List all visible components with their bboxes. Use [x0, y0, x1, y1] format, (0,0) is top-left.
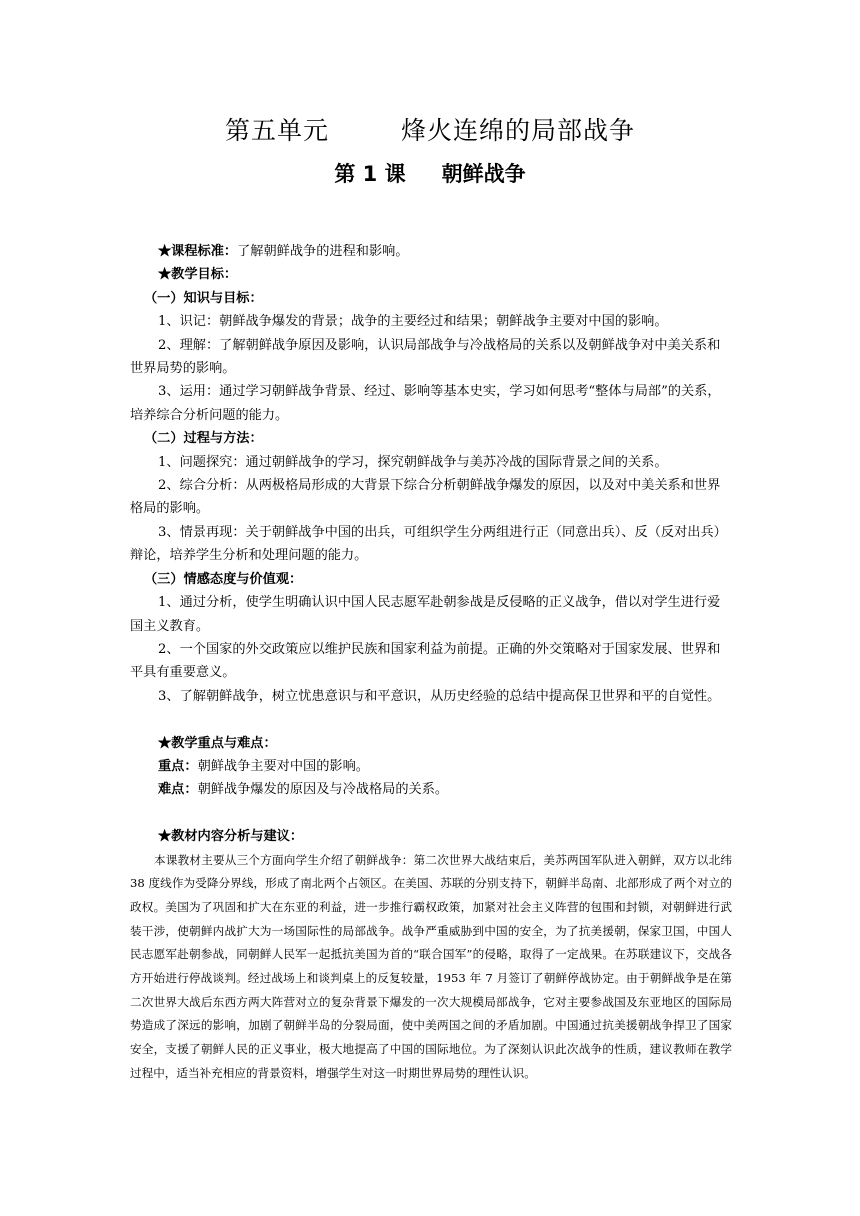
- unit-label: 第五单元: [224, 116, 329, 145]
- unit-name: 烽火连绵的局部战争: [401, 116, 636, 145]
- knowledge-item: 2、理解：了解朝鲜战争原因及影响，认识局部战争与冷战格局的关系以及朝鲜战争对中美关系和世界局势的影响。: [130, 337, 721, 377]
- process-item: 3、情景再现：关于朝鲜战争中国的出兵，可组织学生分两组进行正（同意出兵）、反（反对出兵）辩论，培养学生分析和处理问题的能力。: [130, 524, 727, 564]
- process-item: 1、问题探究：通过朝鲜战争的学习，探究朝鲜战争与美苏冷战的国际背景之间的关系。: [158, 454, 668, 470]
- difficulty-text: 朝鲜战争爆发的原因及与冷战格局的关系。: [197, 782, 449, 798]
- analysis-heading: ★教材内容分析与建议：: [158, 829, 304, 845]
- knowledge-heading: （一）知识与目标：: [144, 290, 263, 306]
- values-item: 2、一个国家的外交政策应以维护民族和国家利益为前提。正确的外交策略对于国家发展、世界和平具有重要意义。: [130, 641, 721, 681]
- values-heading: （三）情感态度与价值观：: [144, 571, 303, 587]
- lesson-name: 朝鲜战争: [441, 162, 526, 186]
- difficulty-point: [130, 778, 732, 801]
- lesson-label: 第 1 课: [334, 162, 406, 186]
- teaching-goals-heading: ★教学目标：: [158, 267, 238, 283]
- unit-title: [0, 111, 860, 147]
- key-point: [130, 755, 732, 778]
- analysis-paragraph: 本课教材主要从三个方面向学生介绍了朝鲜战争：第二次世界大战结束后，美苏两国军队进入朝鲜，双方以北纬 38 度线作为受降分界线，形成了南北两个占领区。在美国、苏联的分别支持下，朝鲜半岛南、北部形成了两个对立的政权。美国为了巩固和扩大在东亚的利益，进一步推行霸权政策，加紧对社会主义阵营的包围和封锁，对朝鲜进行武装干涉，使朝鲜内战扩大为一场国际性的局部战争。战争严重威胁到中国的安全，为了抗美援朝，保家卫国，中国人民志愿军赴朝参战，同朝鲜人民军一起抵抗美国为首的“联合国军”的侵略，取得了一定战果。在苏联建议下，交战各方开始进行停战谈判。经过战场上和谈判桌上的反复较量，1953 年 7 月签订了朝鲜停战协定。由于朝鲜战争是在第二次世界大战后东西方两大阵营对立的复杂背景下爆发的一次大规模局部战争，它对主要参战国及东亚地区的国际局势造成了深远的影响，加剧了朝鲜半岛的分裂局面，使中美两国之间的矛盾加剧。中国通过抗美援朝战争捍卫了国家安全，支援了朝鲜人民的正义事业，极大地提高了中国的国际地位。为了深刻认识此次战争的性质，建议教师在教学过程中，适当补充相应的背景资料，增强学生对这一时期世界局势的理性认识。: [130, 852, 732, 1080]
- key-point-text: 朝鲜战争主要对中国的影响。: [197, 758, 369, 774]
- document-body: [130, 240, 732, 1086]
- knowledge-item: 1、识记：朝鲜战争爆发的背景；战争的主要经过和结果；朝鲜战争主要对中国的影响。: [158, 314, 668, 330]
- course-standard-text: 了解朝鲜战争的进程和影响。: [237, 244, 409, 259]
- course-standard-label: ★课程标准：: [158, 244, 238, 259]
- values-item: 3、了解朝鲜战争，树立忧患意识与和平意识，从历史经验的总结中提高保卫世界和平的自觉性。: [158, 688, 721, 704]
- key-point-label: 重点：: [158, 758, 198, 774]
- lesson-title: [0, 158, 860, 188]
- focus-heading: ★教学重点与难点：: [158, 735, 277, 751]
- knowledge-item: 3、运用：通过学习朝鲜战争背景、经过、影响等基本史实，学习如何思考“整体与局部”的关系，培养综合分析问题的能力。: [130, 384, 721, 423]
- values-item: 1、通过分析，使学生明确认识中国人民志愿军赴朝参战是反侵略的正义战争，借以对学生进行爱国主义教育。: [130, 595, 721, 634]
- difficulty-label: 难点：: [158, 782, 198, 798]
- process-item: 2、综合分析：从两极格局形成的大背景下综合分析朝鲜战争爆发的原因，以及对中美关系和世界格局的影响。: [130, 478, 721, 517]
- process-heading: （二）过程与方法：: [144, 431, 263, 447]
- course-standard: [130, 240, 732, 263]
